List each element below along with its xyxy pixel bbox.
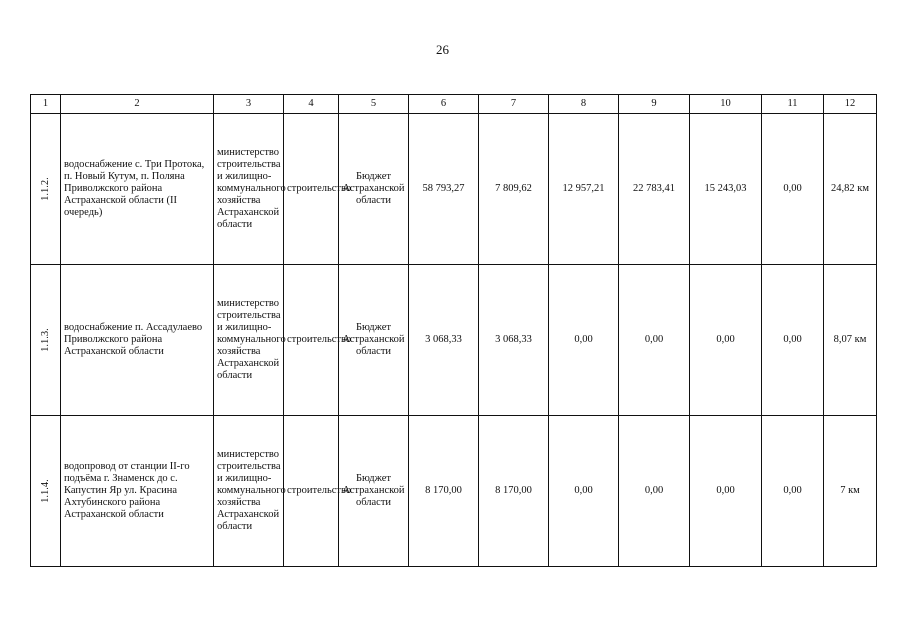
- header-cell: 3: [214, 95, 284, 114]
- row-number-cell: [31, 265, 61, 416]
- object-name: водоснабжение с. Три Протока, п. Новый Кутум, п. Поляна Приволжского района Астраханской области (II очередь): [61, 114, 214, 265]
- value-col-9: 22 783,41: [619, 114, 690, 265]
- header-cell: 10: [690, 95, 762, 114]
- page-number: 26: [436, 42, 449, 57]
- work-type: строительство: [284, 265, 339, 416]
- table-row: [31, 265, 877, 416]
- value-col-9: 0,00: [619, 265, 690, 416]
- table-row: [31, 114, 877, 265]
- value-col-10: 0,00: [690, 416, 762, 567]
- value-col-7: 8 170,00: [479, 416, 549, 567]
- header-cell: 7: [479, 95, 549, 114]
- row-number: 1.1.2.: [39, 177, 51, 201]
- row-number: 1.1.4.: [39, 479, 51, 503]
- value-col-11: 0,00: [762, 265, 824, 416]
- length-value: 8,07 км: [824, 265, 877, 416]
- header-cell: 2: [61, 95, 214, 114]
- value-col-8: 0,00: [549, 416, 619, 567]
- value-col-8: 0,00: [549, 265, 619, 416]
- length-value: 24,82 км: [824, 114, 877, 265]
- row-number: 1.1.3.: [39, 328, 51, 352]
- header-cell: 4: [284, 95, 339, 114]
- value-total: 3 068,33: [409, 265, 479, 416]
- value-col-8: 12 957,21: [549, 114, 619, 265]
- header-row: [31, 95, 877, 114]
- value-col-11: 0,00: [762, 114, 824, 265]
- program-table: [30, 94, 877, 567]
- row-number-cell: [31, 416, 61, 567]
- value-col-10: 15 243,03: [690, 114, 762, 265]
- executor: министерство строительства и жилищно-коммунального хозяйства Астраханской области: [214, 114, 284, 265]
- header-cell: 8: [549, 95, 619, 114]
- value-col-10: 0,00: [690, 265, 762, 416]
- header-cell: 1: [31, 95, 61, 114]
- row-number-cell: [31, 114, 61, 265]
- header-cell: 9: [619, 95, 690, 114]
- header-cell: 12: [824, 95, 877, 114]
- executor: министерство строительства и жилищно-коммунального хозяйства Астраханской области: [214, 265, 284, 416]
- header-cell: 6: [409, 95, 479, 114]
- object-name: водоснабжение п. Ассадулаево Приволжского района Астраханской области: [61, 265, 214, 416]
- executor: министерство строительства и жилищно-коммунального хозяйства Астраханской области: [214, 416, 284, 567]
- value-col-7: 7 809,62: [479, 114, 549, 265]
- value-col-7: 3 068,33: [479, 265, 549, 416]
- funding-source: Бюджет Астраханской области: [339, 114, 409, 265]
- value-total: 8 170,00: [409, 416, 479, 567]
- object-name: водопровод от станции II-го подъёма г. Знаменск до с. Капустин Яр ул. Красина Ахтубинского района Астраханской области: [61, 416, 214, 567]
- funding-source: Бюджет Астраханской области: [339, 265, 409, 416]
- work-type: строительство: [284, 114, 339, 265]
- funding-source: Бюджет Астраханской области: [339, 416, 409, 567]
- length-value: 7 км: [824, 416, 877, 567]
- header-cell: 11: [762, 95, 824, 114]
- value-col-11: 0,00: [762, 416, 824, 567]
- table-row: [31, 416, 877, 567]
- header-cell: 5: [339, 95, 409, 114]
- value-total: 58 793,27: [409, 114, 479, 265]
- value-col-9: 0,00: [619, 416, 690, 567]
- work-type: строительство: [284, 416, 339, 567]
